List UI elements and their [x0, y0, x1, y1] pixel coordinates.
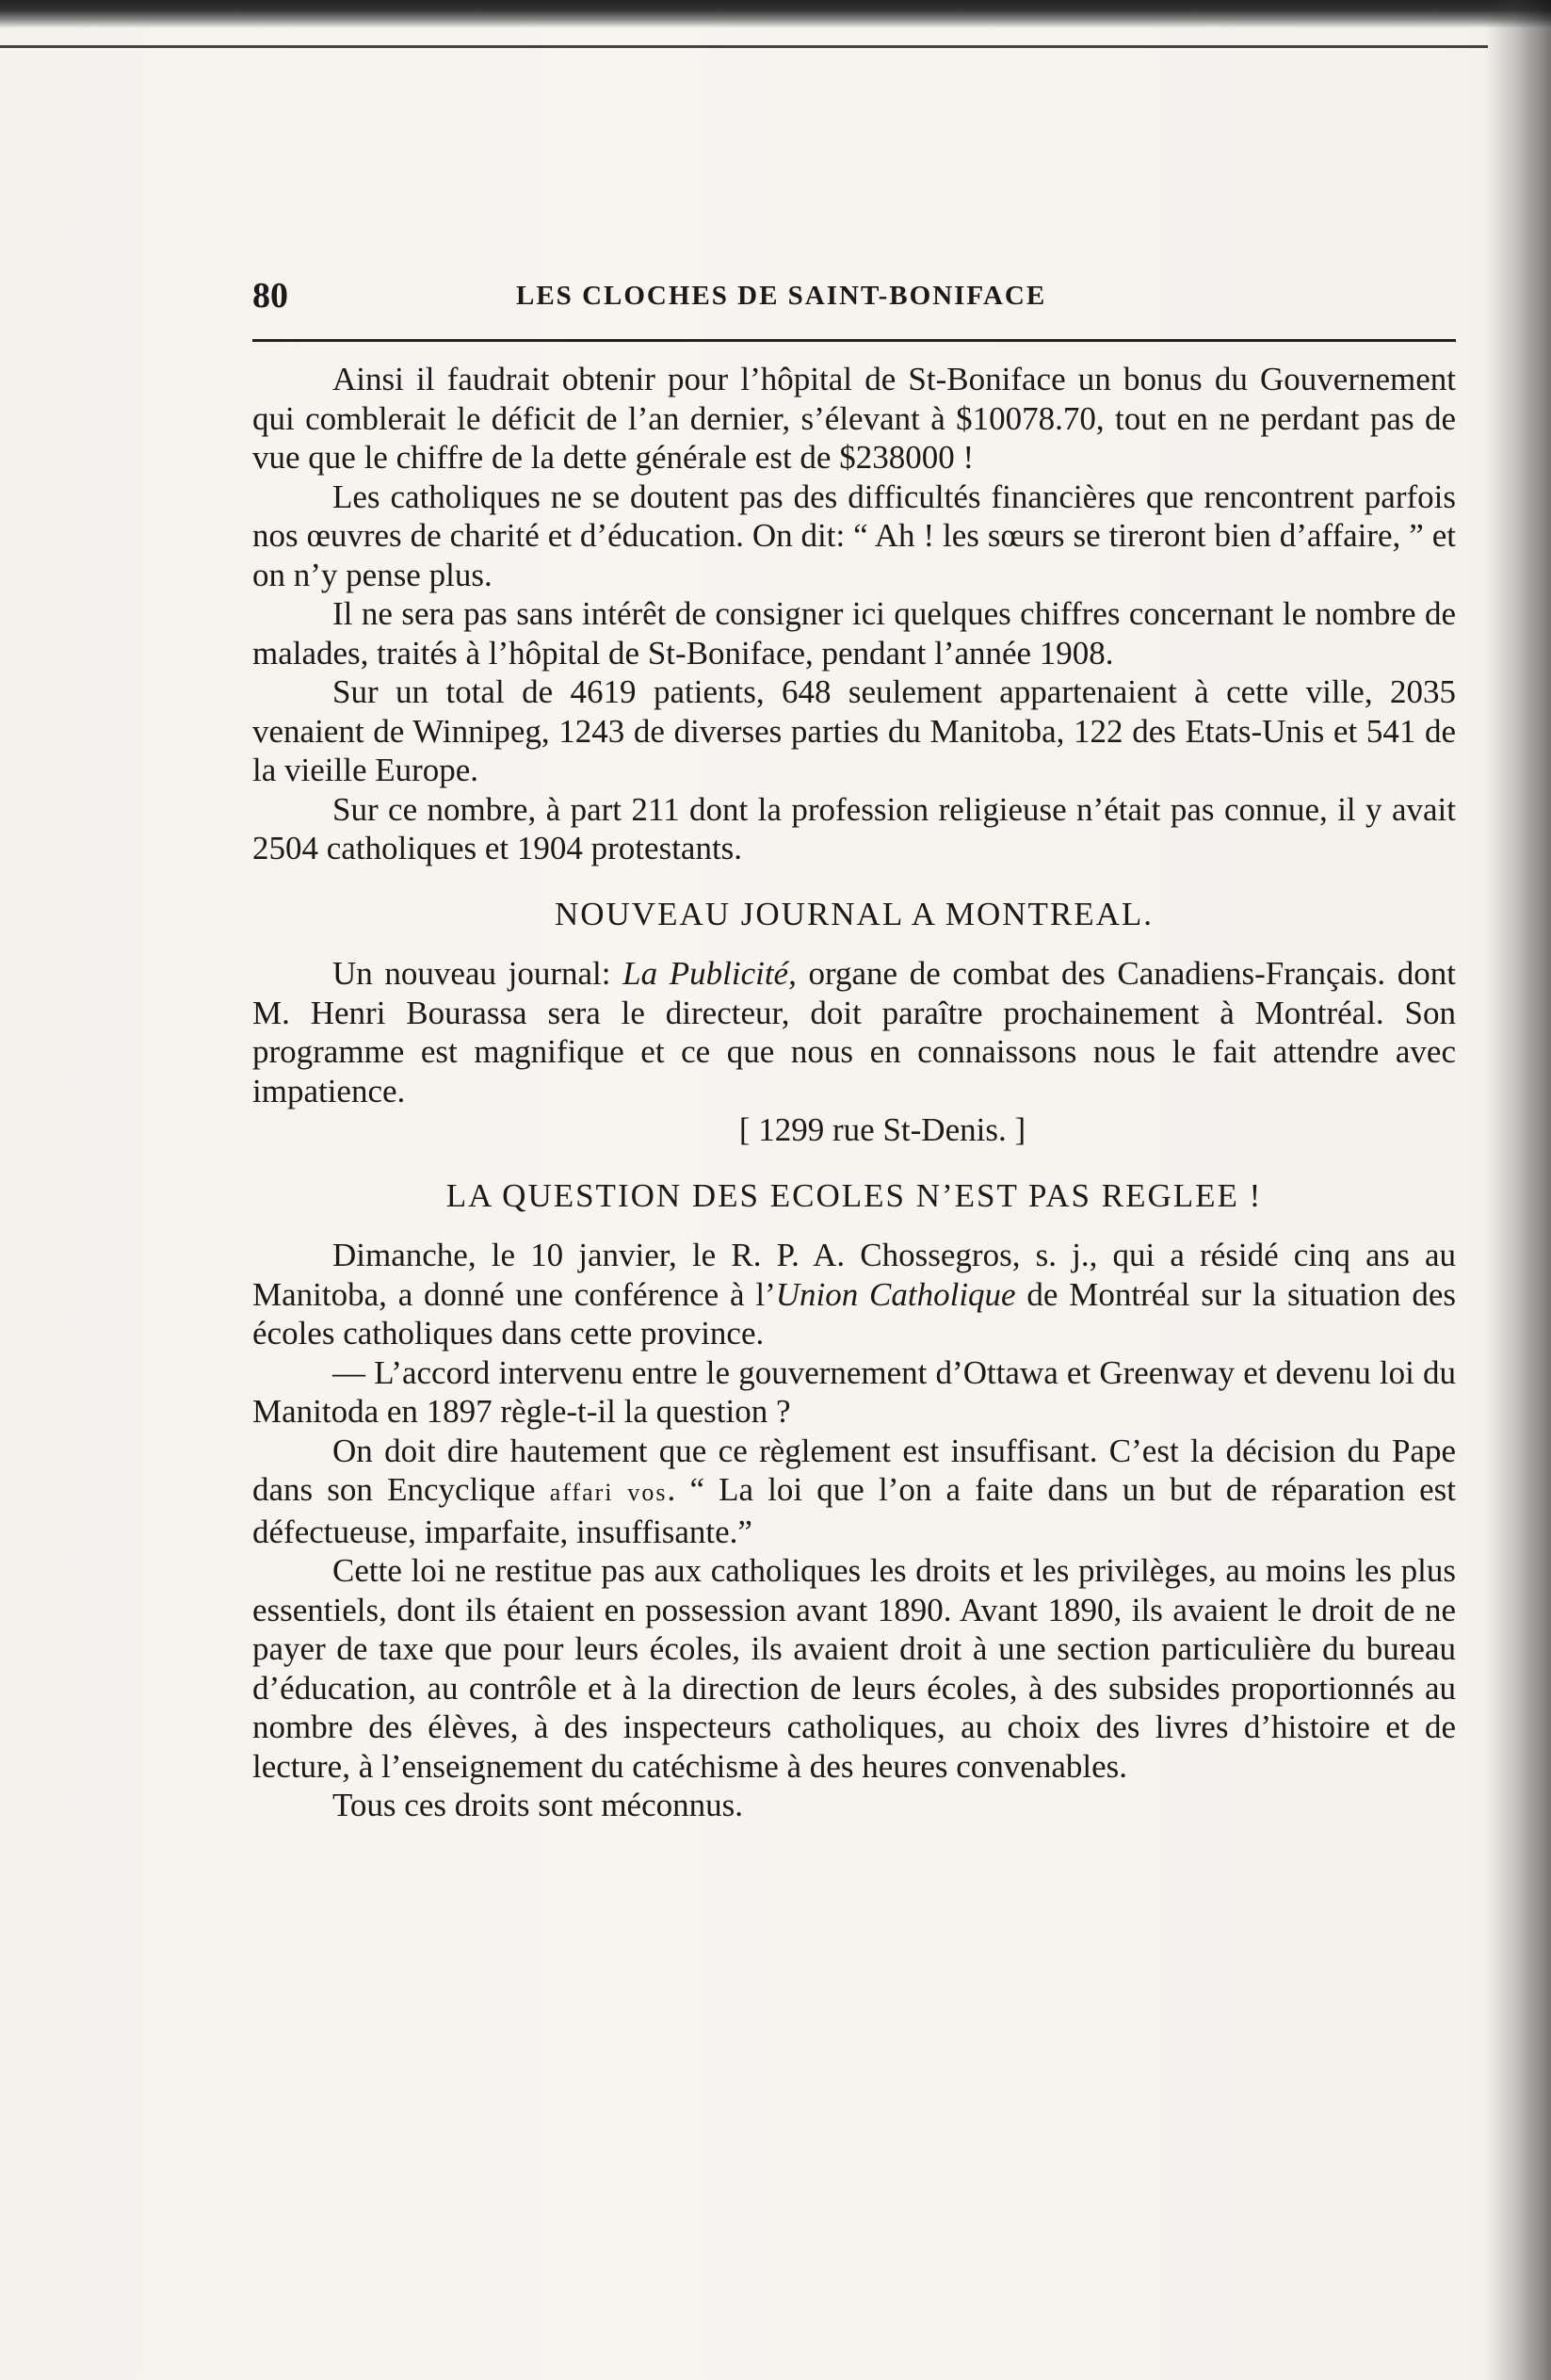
- header-rule: [252, 339, 1456, 342]
- paragraph-question: — L’accord intervenu entre le gouvernement d’Ottawa et Greenway et devenu loi du Manitoda en 1897 règle-t-il la question ?: [252, 1353, 1456, 1430]
- paragraph-catholic-difficulties: Les catholiques ne se doutent pas des difficultés financières que rencontrent parfois nos œuvres de charité et d’éducation. On dit: “ Ah ! les sœurs se tireront bien d’affaire, ” et on n’y pense plus.: [252, 478, 1456, 593]
- conference-text-start: Dimanche, le 10 janvier, le R. P. A. Chossegros, s. j., qui a résidé cinq ans au Manitoba, a donné une conférence à l’: [252, 1237, 1456, 1313]
- insufficient-text-start: On doit dire hautement que ce règlement est insuffisant. C’est la décision du Pape dans son Encyclique: [252, 1432, 1456, 1508]
- paragraph-patient-totals: Sur un total de 4619 patients, 648 seulement appartenaient à cette ville, 2035 venaient de Winnipeg, 1243 de diverses parties du Manitoba, 122 des Etats-Unis et 541 de la vieille Europe.: [252, 673, 1456, 788]
- journal-title: La Publicité,: [622, 955, 797, 992]
- paragraph-insufficient: [252, 1432, 1456, 1552]
- scan-top-rule: [0, 45, 1488, 48]
- paragraph-statistics-intro: Il ne sera pas sans intérêt de consigner ici quelques chiffres concernant le nombre de malades, traités à l’hôpital de St-Boniface, pendant l’année 1908.: [252, 595, 1456, 672]
- page-number: 80: [252, 276, 288, 316]
- section-heading-schools: LA QUESTION DES ECOLES N’EST PAS REGLEE !: [445, 1176, 1263, 1214]
- paragraph-religion-breakdown: Sur ce nombre, à part 211 dont la profession religieuse n’était pas connue, il y avait 2504 catholiques et 1904 protestants.: [252, 790, 1456, 866]
- paragraph-conference: [252, 1236, 1456, 1353]
- encyclical-name: affari vos: [549, 1479, 668, 1506]
- conference-text-end: de Montréal sur la situation des écoles catholiques dans cette province.: [252, 1275, 1456, 1352]
- insufficient-text-end: . “ La loi que l’on a faite dans un but de réparation est défectueuse, imparfaite, insuffisante.”: [252, 1471, 1456, 1550]
- page-header: [252, 275, 1456, 322]
- journal-text-start: Un nouveau journal:: [332, 955, 623, 992]
- paragraph-new-journal: [252, 954, 1456, 1110]
- scan-right-edge-shadow: [1485, 0, 1551, 2380]
- union-catholique-name: Union Catholique: [775, 1275, 1016, 1313]
- paragraph-rights-list: Cette loi ne restitue pas aux catholiques les droits et les privilèges, au moins les plus essentiels, dont ils étaient en possession avant 1890. Avant 1890, ils avaient le droit de ne payer de taxe que pour leurs écoles, ils avaient droit à une section particulière du bureau d’éducation, au contrôle et à la direction de leurs écoles, à des subsides proportionnés au nombre des élèves, à des inspecteurs catholiques, au choix des livres d’histoire et de lecture, à l’enseignement du catéchisme à des heures convenables.: [252, 1552, 1456, 1785]
- scan-top-edge: [0, 0, 1551, 28]
- journal-text-end: organe de combat des Canadiens-Français. dont M. Henri Bourassa sera le directeur, doit paraître prochainement à Montréal. Son programme est magnifique et ce que nous en connaissons nous le fait attendre avec impatience.: [252, 955, 1456, 1109]
- article-body: [252, 360, 1456, 1825]
- section-heading-journal: NOUVEAU JOURNAL A MONTREAL.: [554, 895, 1155, 932]
- running-title: LES CLOCHES DE SAINT-BONIFACE: [516, 281, 1047, 311]
- paragraph-hospital-deficit: Ainsi il faudrait obtenir pour l’hôpital de St-Boniface un bonus du Gouvernement qui comblerait le déficit de l’an dernier, s’élevant à $10078.70, tout en ne perdant pas de vue que le chiffre de la dette générale est de $238000 !: [252, 361, 1456, 476]
- paragraph-rights-ignored: Tous ces droits sont méconnus.: [332, 1787, 743, 1823]
- journal-address: [ 1299 rue St-Denis. ]: [738, 1111, 1026, 1148]
